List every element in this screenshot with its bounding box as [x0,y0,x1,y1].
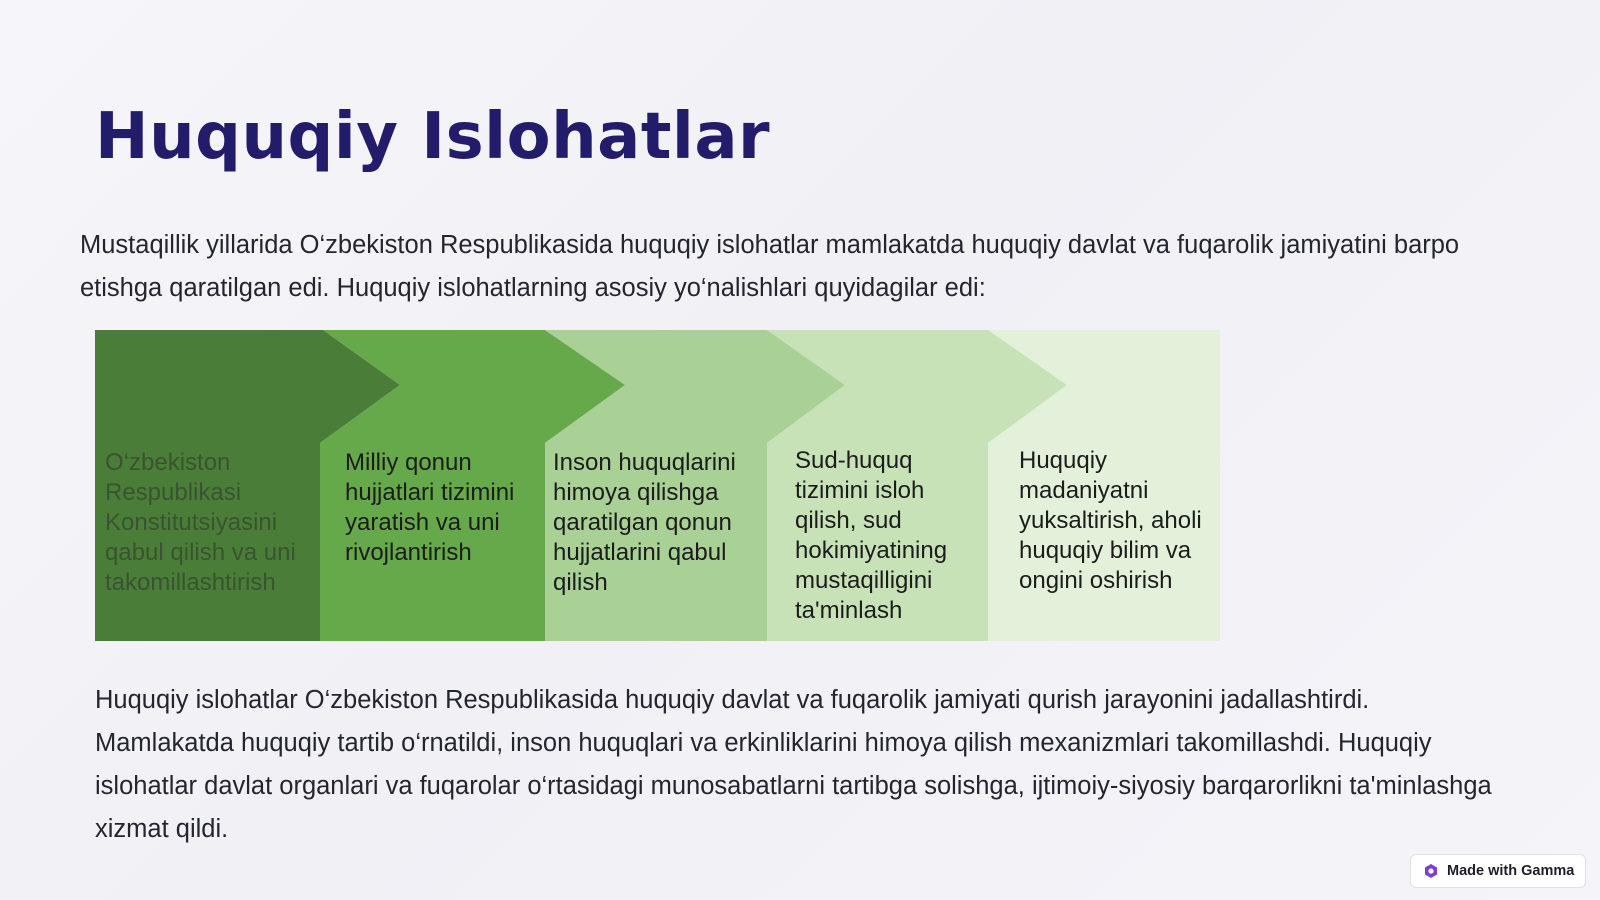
badge-label: Made with Gamma [1447,863,1575,879]
gamma-logo-icon [1423,863,1439,879]
step-2-label: Milliy qonun hujjatlari tizimini yaratish va uni rivojlantirish [345,449,515,566]
intro-paragraph: Mustaqillik yillarida O‘zbekiston Respublikasida huquqiy islohatlar mamlakatda huquqiy davlat va fuqarolik jamiyatini barpo etishga qaratilgan edi. Huquqiy islohatlarning asosiy yo‘nalishlari quyidagilar edi: [80,231,1460,302]
process-diagram [95,330,1220,641]
summary-paragraph: Huquqiy islohatlar O‘zbekiston Respublikasida huquqiy davlat va fuqarolik jamiyati qurish jarayonini jadallashtirdi. Mamlakatda huquqiy tartib o‘rnatildi, inson huquqlari va erkinliklarini himoya qilish mexanizmlari takomillashdi. Huquqiy islohatlar davlat organlari va fuqarolar o‘rtasidagi munosabatlarni tartibga solishga, ijtimoiy-siyosiy barqarorlikni ta'minlashga xizmat qildi. [95,686,1492,843]
step-1-label: O‘zbekiston Respublikasi Konstitutsiyasini qabul qilish va uni takomillashtirish [105,449,296,596]
step-5-label: Huquqiy madaniyatni yuksaltirish, aholi huquqiy bilim va ongini oshirish [1019,447,1202,594]
step-4-label: Sud-huquq tizimini isloh qilish, sud hokimiyatining mustaqilligini ta'minlash [795,447,948,624]
made-with-gamma-badge[interactable] [1410,854,1586,888]
page-title: Huquqiy Islohatlar [95,100,771,174]
step-3-label: Inson huquqlarini himoya qilishga qaratilgan qonun hujjatlarini qabul qilish [553,449,736,596]
